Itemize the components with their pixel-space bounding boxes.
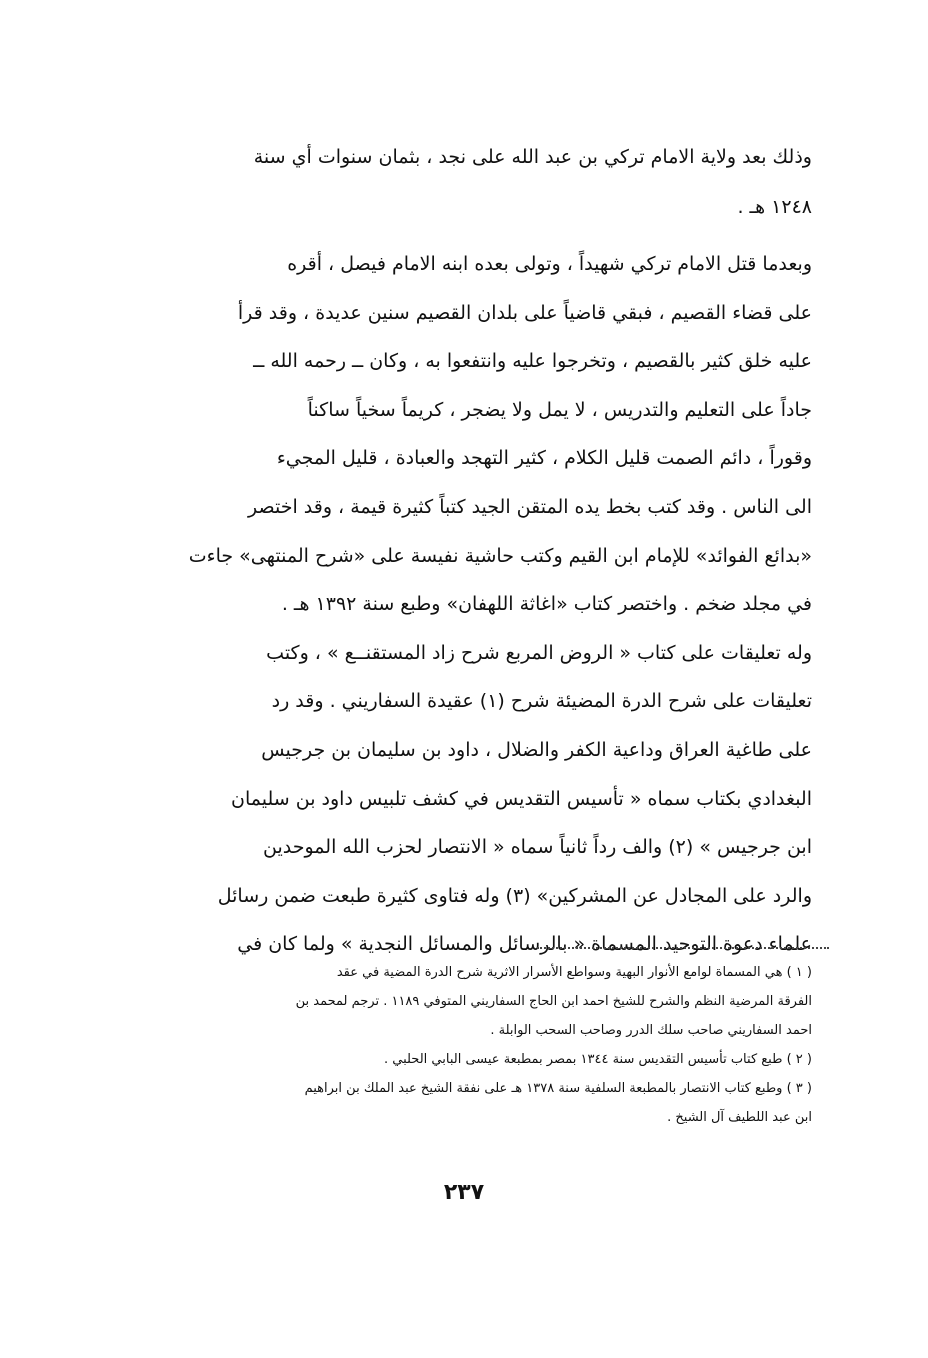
footnote-line: ( ٢ ) طبع كتاب تأسيس التقديس سنة ١٣٤٤ بمصر بمطبعة عيسى البابي الحلبي . — [383, 1052, 812, 1067]
body-line: البغدادي بكتاب سماه « تأسيس التقديس في كشف تلبيس داود بن سليمان — [231, 787, 812, 810]
body-line: وذلك بعد ولاية الامام تركي بن عبد الله على نجد ، بثمان سنوات أي سنة — [253, 146, 812, 168]
body-line: الى الناس . وقد كتب بخط يده المتقن الجيد كتباً كثيرة قيمة ، وقد اختصر — [248, 495, 812, 518]
body-line: في مجلد ضخم . واختصر كتاب «اغاثة اللهفان» وطبع سنة ١٣٩٢ هـ . — [281, 593, 812, 616]
body-line: وقوراً ، دائم الصمت قليل الكلام ، كثير التهجد والعبادة ، قليل المجيء — [276, 447, 812, 470]
footnote-line: ( ١ ) هي المسماة لوامع الأنوار البهية وسواطع الأسرار الاثرية شرح الدرة المضية في عقد — [336, 965, 812, 980]
footnote-line: الفرقة المرضية النظم والشرح للشيخ احمد ابن الحاج السفاريني المتوفي ١١٨٩ . ترجم لمحمد بن — [295, 994, 812, 1009]
body-line: تعليقات على شرح الدرة المضيئة شرح (١) عقيدة السفاريني . وقد رد — [271, 690, 812, 713]
body-line: والرد على المجادل عن المشركين» (٣) وله فتاوى كثيرة طبعت ضمن رسائل — [217, 884, 812, 907]
footnotes — [130, 958, 812, 1132]
paragraph-1 — [150, 132, 812, 232]
body-line: عليه خلق كثير بالقصيم ، وتخرجوا عليه وانتفعوا به ، وكان ــ رحمه الله ــ — [253, 350, 812, 373]
body-line: «بدائع الفوائد» للإمام ابن القيم وكتب حاشية نفيسة على «شرح المنتهى» جاءت — [188, 544, 812, 567]
body-line: ١٢٤٨ هـ . — [737, 196, 812, 218]
body-line: ابن جرجيس » (٢) والف رداً ثانياً سماه « الانتصار لحزب الله الموحدين — [263, 836, 812, 859]
footnote-line: ( ٣ ) وطبع كتاب الانتصار بالمطبعة السلفية سنة ١٣٧٨ هـ على نفقة الشيخ عبد الملك بن ابراهيم — [304, 1081, 812, 1096]
body-line: وله تعليقات على كتاب « الروض المربع شرح زاد المستقنــع » ، وكتب — [266, 641, 812, 664]
footnote-divider — [537, 947, 829, 949]
body-line: جاداً على التعليم والتدريس ، لا يمل ولا يضجر ، كريماً سخياً ساكناً — [307, 398, 812, 421]
body-line: على قضاء القصيم ، فبقي قاضياً على بلدان القصيم سنين عديدة ، وقد قرأ — [237, 301, 812, 324]
footnote-line: احمد السفاريني صاحب سلك الدرر وصاحب السحب الوابلة . — [490, 1023, 812, 1038]
body-line: علماء دعوة التوحيد المسماة « بالرسائل والمسائل النجدية » ولما كان في — [237, 933, 812, 956]
body-line: على طاغية العراق وداعية الكفر والضلال ، داود بن سليمان بن جرجيس — [261, 738, 812, 761]
footnote-line: ابن عبد اللطيف آل الشيخ . — [667, 1110, 812, 1125]
page-number: ٢٣٧ — [443, 1180, 485, 1205]
body-line: وبعدما قتل الامام تركي شهيداً ، وتولى بعده ابنه الامام فيصل ، أقره — [287, 253, 812, 275]
paragraph-2 — [150, 240, 812, 969]
